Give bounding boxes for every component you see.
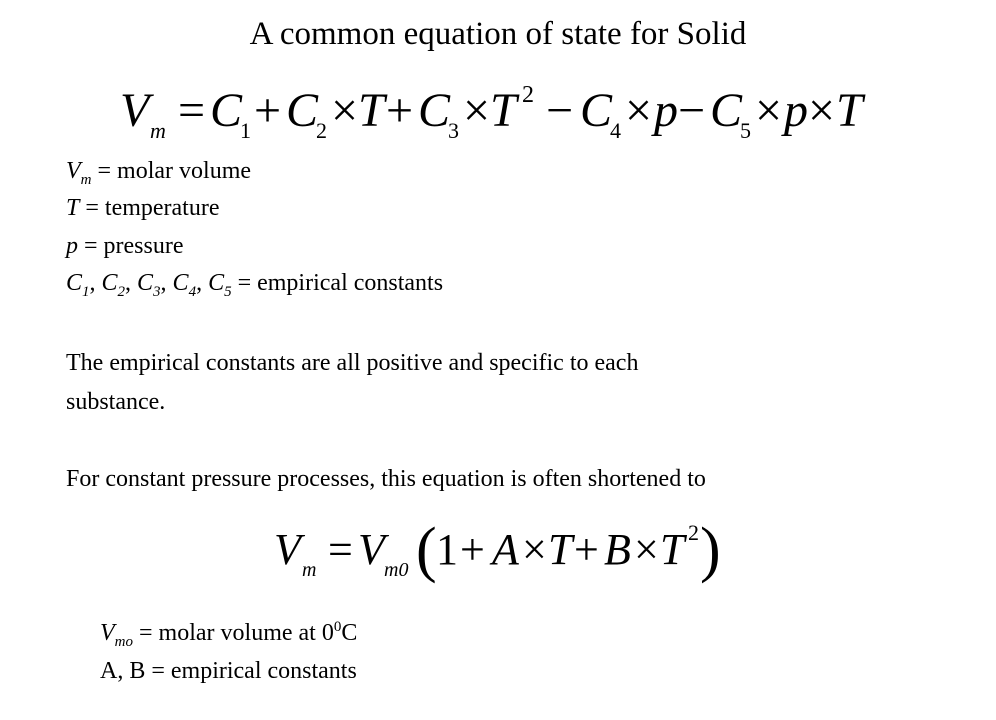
eq1-times1: × [331,84,359,137]
eq1-T2-sup: 2 [522,82,534,108]
vmo-symbol: V [100,620,115,646]
eq1-times3: × [625,84,653,137]
c3-subscript: 3 [153,283,161,300]
separator: , [160,270,173,296]
definition-temperature [66,195,220,222]
eq1-c1: C [210,84,243,137]
t-description: = temperature [79,195,220,221]
definition-constants [66,270,444,300]
eq1-c4: C [580,84,613,137]
eq2-equals: = [328,525,353,574]
eq2-T2: T [660,525,685,574]
eq2-right-paren: ) [700,516,721,584]
c4-symbol: C [172,270,189,296]
slide-title: A common equation of state for Solid [249,16,747,52]
vmo-superscript: 0 [333,619,342,635]
eq2-B: B [604,525,631,574]
eq2-T2-sup: 2 [688,520,699,545]
equation-shortened [270,516,721,584]
vm-subscript: m [80,171,92,188]
eq1-T2: T [490,84,517,137]
vmo-description: = molar volume at 0 [133,620,334,646]
vm-description: = molar volume [91,158,252,184]
definition-ab-constants: A, B = empirical constants [100,658,357,684]
t-symbol: T [66,195,80,221]
eq2-left-paren: ( [416,516,437,584]
eq1-c4-sub: 4 [610,118,621,143]
eq1-p1: p [654,84,678,137]
eq1-c2: C [286,84,319,137]
eq1-lhs: V [120,84,150,137]
eq1-c3: C [418,84,451,137]
eq2-times1: × [522,525,547,574]
eq1-plus1: + [254,84,282,137]
eq2-T1: T [548,525,573,574]
eq1-minus1: − [546,84,574,137]
eq1-p2: p [784,84,808,137]
eq2-times2: × [634,525,659,574]
c2-symbol: C [101,270,118,296]
eq1-c5-sub: 5 [740,118,751,143]
eq1-times5: × [808,84,836,137]
separator: , [89,270,102,296]
eq2-plus1: + [460,525,485,574]
c1-subscript: 1 [82,283,90,300]
c4-subscript: 4 [188,283,197,300]
c5-symbol: C [208,270,225,296]
definition-pressure [66,233,184,260]
c3-symbol: C [137,270,154,296]
separator: , [125,270,138,296]
eq2-lhs-sub: m [302,559,317,581]
eq2-lhs: V [274,525,301,574]
paragraph-constant-pressure: For constant pressure processes, this equation is often shortened to [66,466,706,492]
p-symbol: p [66,233,78,259]
eq2-A: A [492,525,519,574]
c5-subscript: 5 [224,283,232,300]
definition-molar-volume-0c [100,619,358,650]
eq1-c2-sub: 2 [316,118,327,143]
p-description: = pressure [78,233,184,259]
paragraph-constants-line1: The empirical constants are all positive and specific to each [66,350,639,376]
vmo-unit: C [341,620,358,646]
eq1-c3-sub: 3 [448,118,459,143]
eq1-plus2: + [386,84,414,137]
eq1-T1: T [358,84,385,137]
eq2-plus2: + [574,525,599,574]
definition-molar-volume [66,158,252,188]
eq1-c1-sub: 1 [240,118,251,143]
eq2-rhs: V [358,525,385,574]
eq2-rhs-sub: m0 [384,559,409,581]
vmo-subscript: mo [114,633,134,650]
eq1-times4: × [755,84,783,137]
c1-symbol: C [66,270,83,296]
c2-subscript: 2 [117,283,126,300]
eq2-one: 1 [436,525,458,574]
eq1-c5: C [710,84,743,137]
eq1-lhs-sub: m [150,118,166,143]
paragraph-constants-line2: substance. [66,389,166,415]
eq1-equals: = [178,84,206,137]
eq1-T3: T [836,84,863,137]
eq1-times2: × [463,84,491,137]
equation-state-solid [118,80,870,142]
constants-description: = empirical constants [231,270,444,296]
eq1-minus2: − [678,84,706,137]
separator: , [196,270,209,296]
vm-symbol: V [66,158,81,184]
